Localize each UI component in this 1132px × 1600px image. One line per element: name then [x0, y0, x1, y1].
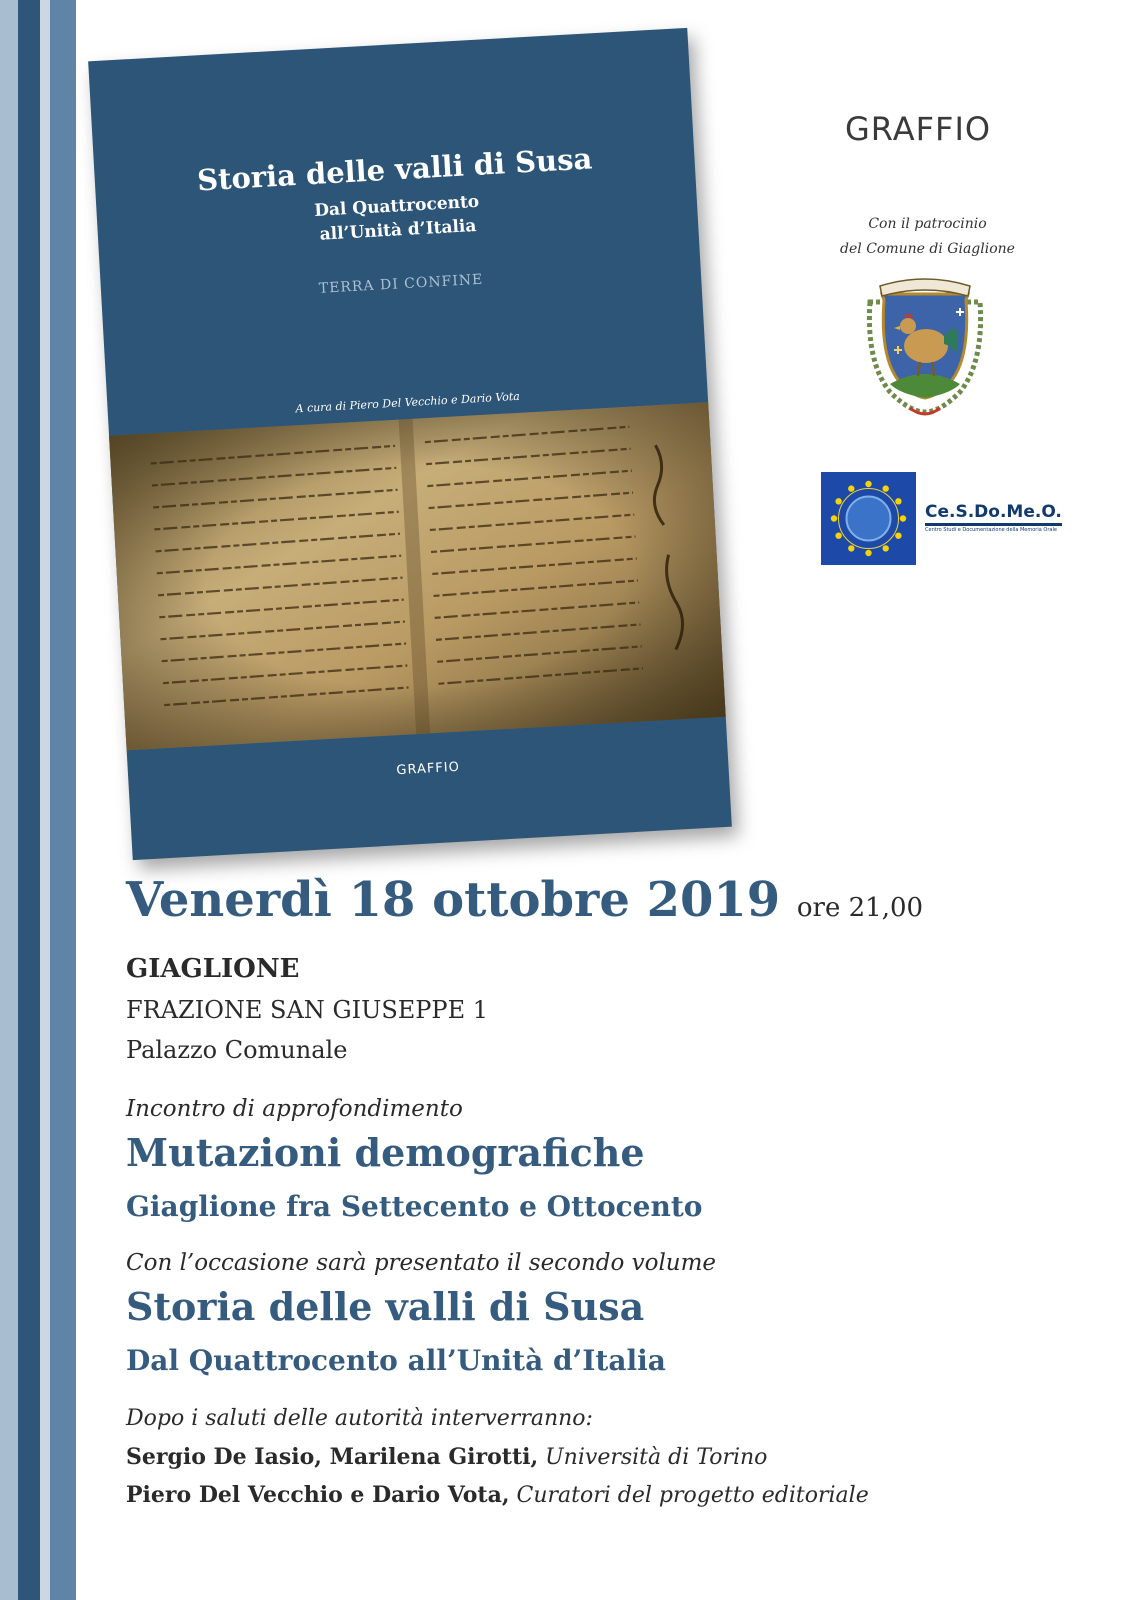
- graffio-logo: GRAFFIO: [845, 110, 992, 148]
- speaker-role: Curatori del progetto editoriale: [516, 1483, 869, 1508]
- book-cover-series: TERRA DI CONFINE: [318, 271, 484, 297]
- book-cover: [88, 28, 732, 860]
- cesdomeo-subtitle: Centro Studi e Documentazione della Memoria Orale: [925, 527, 1057, 533]
- event-place: GIAGLIONE: [126, 954, 300, 984]
- presented-book-subtitle: Dal Quattrocento all’Unità d’Italia: [126, 1344, 666, 1377]
- book-cover-subtitle-2: all’Unità d’Italia: [319, 215, 477, 245]
- event-venue: Palazzo Comunale: [126, 1036, 348, 1064]
- event-intro: Incontro di approfondimento: [126, 1096, 463, 1122]
- event-time: ore 21,00: [796, 893, 924, 923]
- patronage-text: [820, 212, 1035, 262]
- book-cover-title: Storia delle valli di Susa: [196, 141, 594, 198]
- left-stripe-light: [0, 0, 18, 1600]
- event-date-line: [126, 872, 1092, 928]
- speakers-intro: Dopo i saluti delle autorità interverranno:: [126, 1406, 593, 1431]
- left-stripe-dark: [18, 0, 40, 1600]
- patronage-line-2: del Comune di Giaglione: [840, 241, 1015, 257]
- book-cover-subtitle-1: Dal Quattrocento: [313, 191, 480, 221]
- speaker-names: Piero Del Vecchio e Dario Vota,: [126, 1482, 510, 1508]
- cesdomeo-logo: [821, 472, 1062, 567]
- event-date: Venerdì 18 ottobre 2019: [126, 872, 781, 928]
- patronage-line-1: Con il patrocinio: [868, 216, 987, 232]
- speaker-role: Università di Torino: [545, 1445, 768, 1470]
- municipal-crest-rooster-icon: [860, 272, 990, 420]
- topic-subtitle: Giaglione fra Settecento e Ottocento: [126, 1190, 703, 1223]
- book-cover-publisher: GRAFFIO: [396, 759, 461, 779]
- manuscript-image: [109, 402, 726, 750]
- speaker-line: [126, 1444, 1092, 1470]
- left-stripe-medium: [50, 0, 76, 1600]
- eu-stars-flag-icon: [821, 472, 916, 565]
- cesdomeo-name: Ce.S.Do.Me.O.: [925, 502, 1062, 526]
- event-address: FRAZIONE SAN GIUSEPPE 1: [126, 996, 488, 1024]
- speaker-names: Sergio De Iasio, Marilena Girotti,: [126, 1444, 539, 1470]
- speaker-line: [126, 1482, 1092, 1508]
- presentation-intro: Con l’occasione sarà presentato il secondo volume: [126, 1250, 717, 1276]
- book-cover-editors: A cura di Piero Del Vecchio e Dario Vota: [295, 389, 521, 416]
- topic-title: Mutazioni demografiche: [126, 1130, 645, 1175]
- presented-book-title: Storia delle valli di Susa: [126, 1284, 645, 1329]
- left-stripe-pale: [40, 0, 50, 1600]
